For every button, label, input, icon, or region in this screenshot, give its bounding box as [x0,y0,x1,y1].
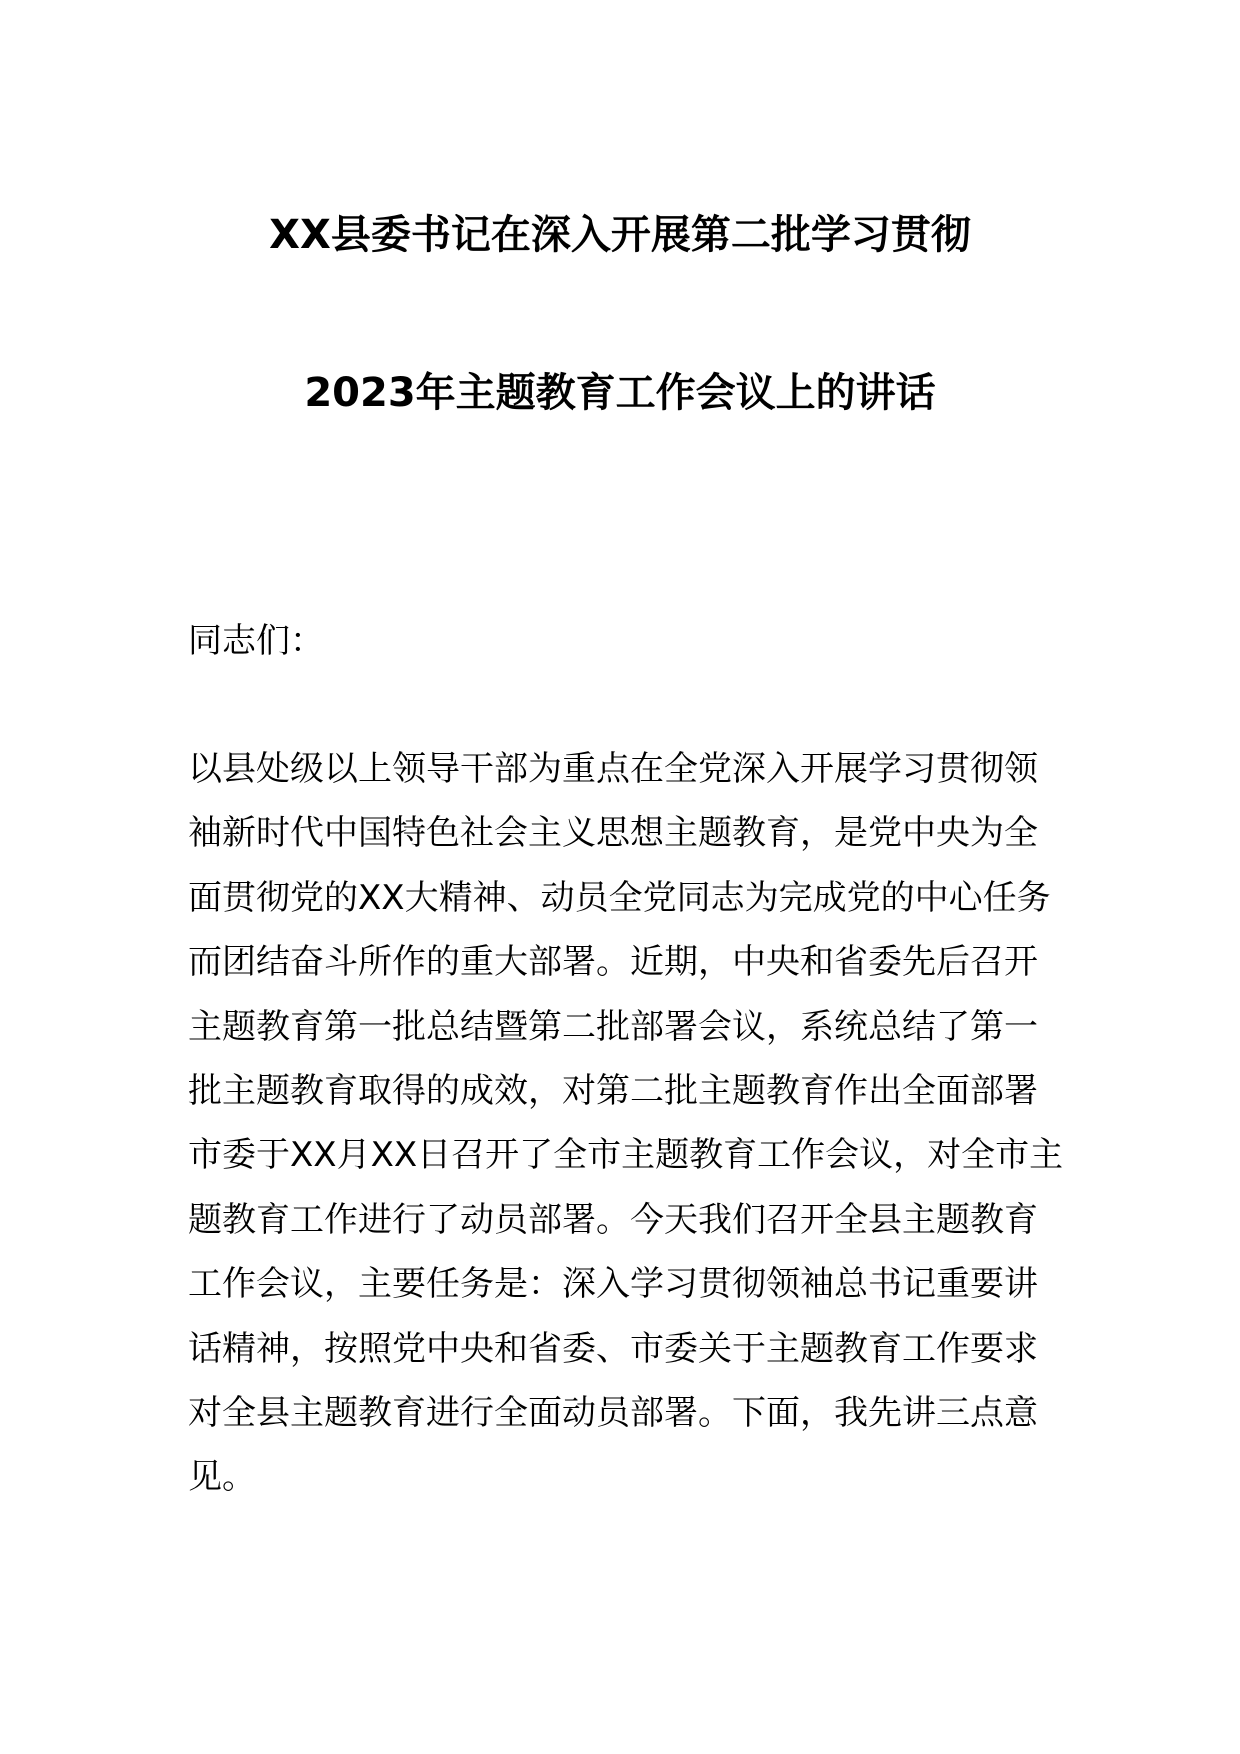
body-line: 工作会议，主要任务是：深入学习贯彻领袖总书记重要讲 [188,1264,1038,1305]
body-line: 对全县主题教育进行全面动员部署。下面，我先讲三点意 [188,1392,1038,1433]
body-line: 以县处级以上领导干部为重点在全党深入开展学习贯彻领 [188,749,1038,789]
salutation: 同志们： [188,621,324,661]
body-paragraph [188,749,1068,1522]
body-line: 主题教育第一批总结暨第二批部署会议，系统总结了第一 [188,1006,1038,1047]
body-line: 见。 [188,1457,256,1498]
document-title-line-2: 2023年主题教育工作会议上的讲话 [304,370,936,416]
document-title-line-1: XX县委书记在深入开展第二批学习贯彻 [269,212,971,258]
body-line: 市委于XX月XX日召开了全市主题教育工作会议，对全市主 [188,1135,1064,1176]
body-line: 话精神，按照党中央和省委、市委关于主题教育工作要求 [188,1328,1038,1369]
body-line: 袖新时代中国特色社会主义思想主题教育，是党中央为全 [188,813,1038,854]
body-line: 题教育工作进行了动员部署。今天我们召开全县主题教育 [188,1199,1038,1240]
body-line: 而团结奋斗所作的重大部署。近期，中央和省委先后召开 [188,942,1038,983]
body-line: 面贯彻党的XX大精神、动员全党同志为完成党的中心任务 [188,877,1051,918]
body-line: 批主题教育取得的成效，对第二批主题教育作出全面部署 [188,1070,1038,1111]
